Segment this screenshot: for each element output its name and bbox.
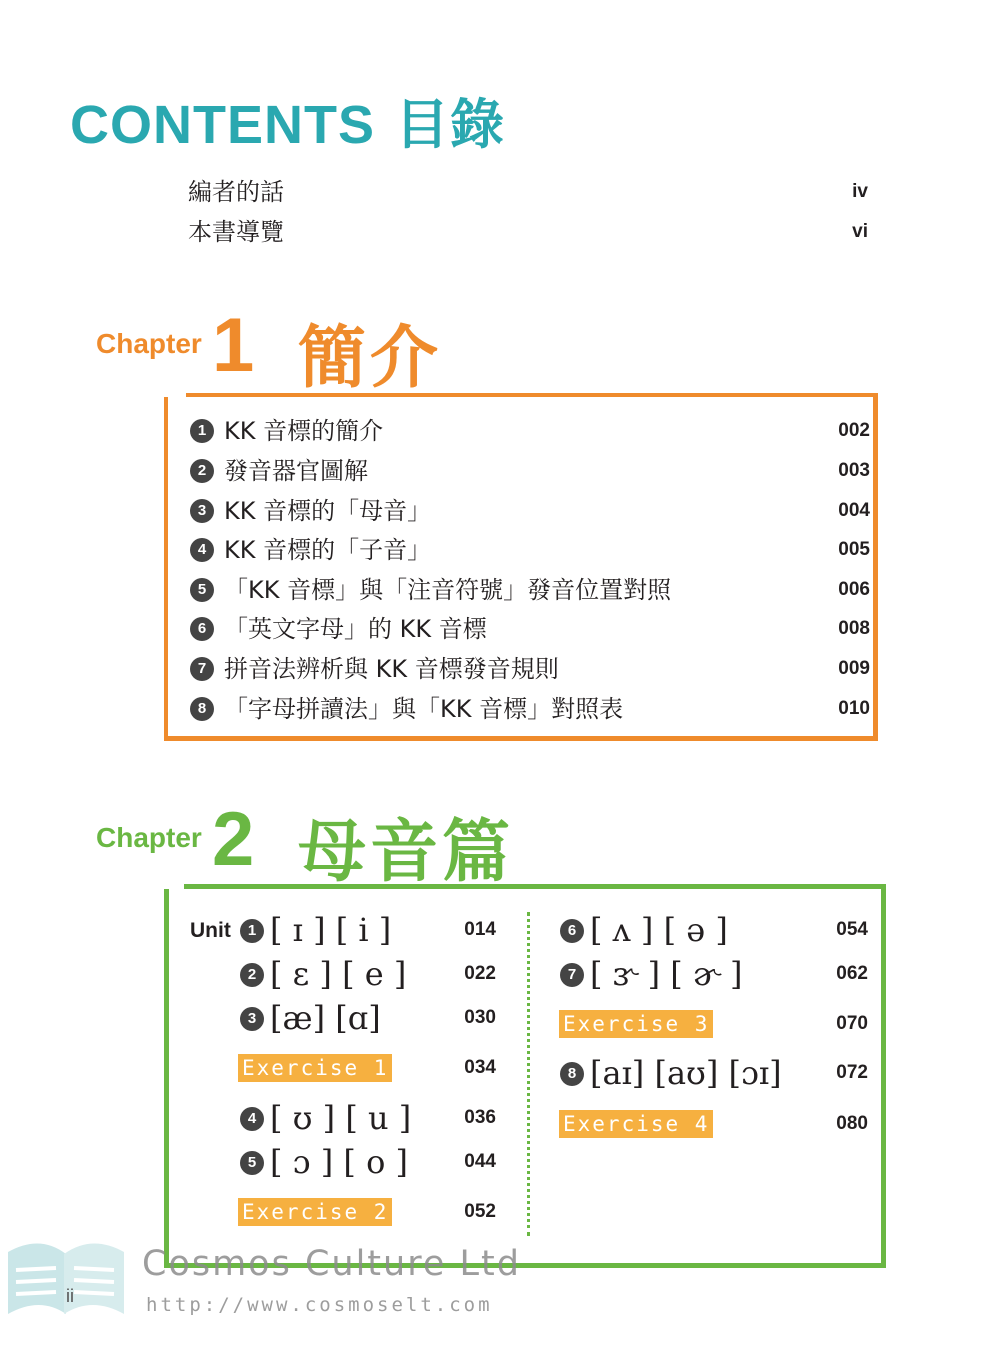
bullet-number-icon: 5	[190, 578, 214, 602]
toc-entry-guide[interactable]	[188, 214, 868, 250]
toc-entry[interactable]	[190, 651, 870, 687]
page-title	[70, 82, 505, 159]
bullet-number-icon: 7	[560, 963, 584, 987]
ipa-symbols: [ ʌ ] [ ə ]	[590, 911, 728, 949]
bullet-number-icon: 8	[190, 697, 214, 721]
toc-entry-title: 編者的話	[188, 178, 284, 206]
toc-entry-page: 010	[838, 698, 870, 719]
toc-entry[interactable]	[190, 493, 870, 529]
chapter-label: Chapter	[96, 328, 202, 359]
ipa-symbols: [ ɪ ] [ i ]	[270, 911, 392, 949]
exercise-entry[interactable]	[559, 1002, 868, 1046]
toc-entry[interactable]	[190, 691, 870, 727]
toc-entry-page: 022	[464, 963, 496, 984]
toc-entry-page: 006	[838, 579, 870, 600]
title-chinese: 目錄	[395, 93, 505, 156]
chapter-title: 母音篇	[298, 813, 515, 892]
toc-entry-page: 004	[838, 500, 870, 521]
unit-label: Unit	[190, 919, 231, 942]
bullet-number-icon: 1	[240, 919, 264, 943]
toc-entry-title: KK 音標的「母音」	[224, 497, 432, 525]
toc-entry-page: vi	[852, 221, 868, 242]
unit-entry[interactable]	[240, 1096, 496, 1140]
toc-entry-title: 發音器官圖解	[224, 457, 368, 485]
bullet-number-icon: 3	[190, 499, 214, 523]
toc-entry-page: 052	[464, 1201, 496, 1222]
toc-entry-preface[interactable]	[188, 174, 868, 210]
toc-entry-page: 070	[836, 1013, 868, 1034]
toc-entry-page: 002	[838, 420, 870, 441]
ipa-symbols: [ ɔ ] [ o ]	[270, 1143, 408, 1181]
toc-entry-page: 072	[836, 1062, 868, 1083]
toc-entry-page: 034	[464, 1057, 496, 1078]
toc-entry[interactable]	[190, 611, 870, 647]
bullet-number-icon: 6	[190, 617, 214, 641]
toc-entry-title: KK 音標的「子音」	[224, 536, 432, 564]
bullet-number-icon: 4	[190, 538, 214, 562]
toc-entry-page: 008	[838, 618, 870, 639]
toc-entry-title: 「英文字母」的 KK 音標	[224, 615, 487, 643]
ipa-symbols: [ ɛ ] [ e ]	[270, 955, 407, 993]
unit-entry[interactable]	[240, 908, 496, 952]
company-url[interactable]: http://www.cosmoselt.com	[146, 1294, 493, 1316]
unit-entry[interactable]	[240, 952, 496, 996]
bullet-number-icon: 5	[240, 1151, 264, 1175]
bullet-number-icon: 1	[190, 419, 214, 443]
ipa-symbols: [ ɝ ] [ ɚ ]	[590, 955, 743, 993]
bullet-number-icon: 6	[560, 919, 584, 943]
bullet-number-icon: 4	[240, 1107, 264, 1131]
ipa-symbols: [aɪ] [aʊ] [ɔɪ]	[590, 1054, 782, 1092]
bullet-number-icon: 2	[190, 459, 214, 483]
unit-entry[interactable]	[560, 952, 868, 996]
toc-entry-page: 009	[838, 658, 870, 679]
chapter-title: 簡介	[298, 319, 443, 398]
company-name: Cosmos Culture Ltd	[142, 1244, 521, 1284]
toc-entry-page: 080	[836, 1113, 868, 1134]
toc-entry-title: 本書導覽	[188, 218, 284, 246]
exercise-badge: Exercise 1	[238, 1054, 392, 1082]
exercise-badge: Exercise 3	[559, 1010, 713, 1038]
company-logo-icon	[0, 1240, 130, 1320]
ipa-symbols: [æ] [ɑ]	[270, 999, 381, 1037]
title-english: CONTENTS	[70, 95, 375, 155]
toc-entry-page: 005	[838, 539, 870, 560]
chapter-1-box	[164, 393, 878, 741]
bullet-number-icon: 2	[240, 963, 264, 987]
unit-entry[interactable]	[560, 908, 868, 952]
toc-entry[interactable]	[190, 453, 870, 489]
column-divider	[527, 912, 530, 1236]
exercise-entry[interactable]	[238, 1046, 496, 1090]
unit-entry[interactable]	[560, 1051, 868, 1095]
toc-entry[interactable]	[190, 572, 870, 608]
toc-entry-title: 「字母拼讀法」與「KK 音標」對照表	[224, 695, 624, 723]
ipa-symbols: [ ʊ ] [ u ]	[270, 1099, 412, 1137]
chapter-number: 2	[212, 797, 255, 882]
unit-entry[interactable]	[240, 1140, 496, 1184]
toc-entry-page: iv	[852, 181, 868, 202]
toc-entry-page: 062	[836, 963, 868, 984]
toc-entry-title: 拼音法辨析與 KK 音標發音規則	[224, 655, 559, 683]
exercise-badge: Exercise 4	[559, 1110, 713, 1138]
toc-entry-title: KK 音標的簡介	[224, 417, 384, 445]
page-number: ii	[66, 1286, 74, 1306]
toc-entry-page: 003	[838, 460, 870, 481]
bullet-number-icon: 3	[240, 1007, 264, 1031]
toc-entry-page: 030	[464, 1007, 496, 1028]
chapter-1-heading	[96, 303, 496, 398]
exercise-entry[interactable]	[238, 1190, 496, 1234]
chapter-number: 1	[212, 303, 255, 388]
toc-entry-page: 054	[836, 919, 868, 940]
chapter-label: Chapter	[96, 822, 202, 853]
unit-entry[interactable]	[240, 996, 496, 1040]
chapter-2-heading	[96, 797, 536, 892]
exercise-entry[interactable]	[559, 1102, 868, 1146]
toc-entry-page: 036	[464, 1107, 496, 1128]
exercise-badge: Exercise 2	[238, 1198, 392, 1226]
toc-entry-title: 「KK 音標」與「注音符號」發音位置對照	[224, 576, 672, 604]
bullet-number-icon: 7	[190, 657, 214, 681]
toc-entry[interactable]	[190, 413, 870, 449]
toc-entry[interactable]	[190, 532, 870, 568]
toc-entry-page: 014	[464, 919, 496, 940]
toc-entry-page: 044	[464, 1151, 496, 1172]
bullet-number-icon: 8	[560, 1062, 584, 1086]
